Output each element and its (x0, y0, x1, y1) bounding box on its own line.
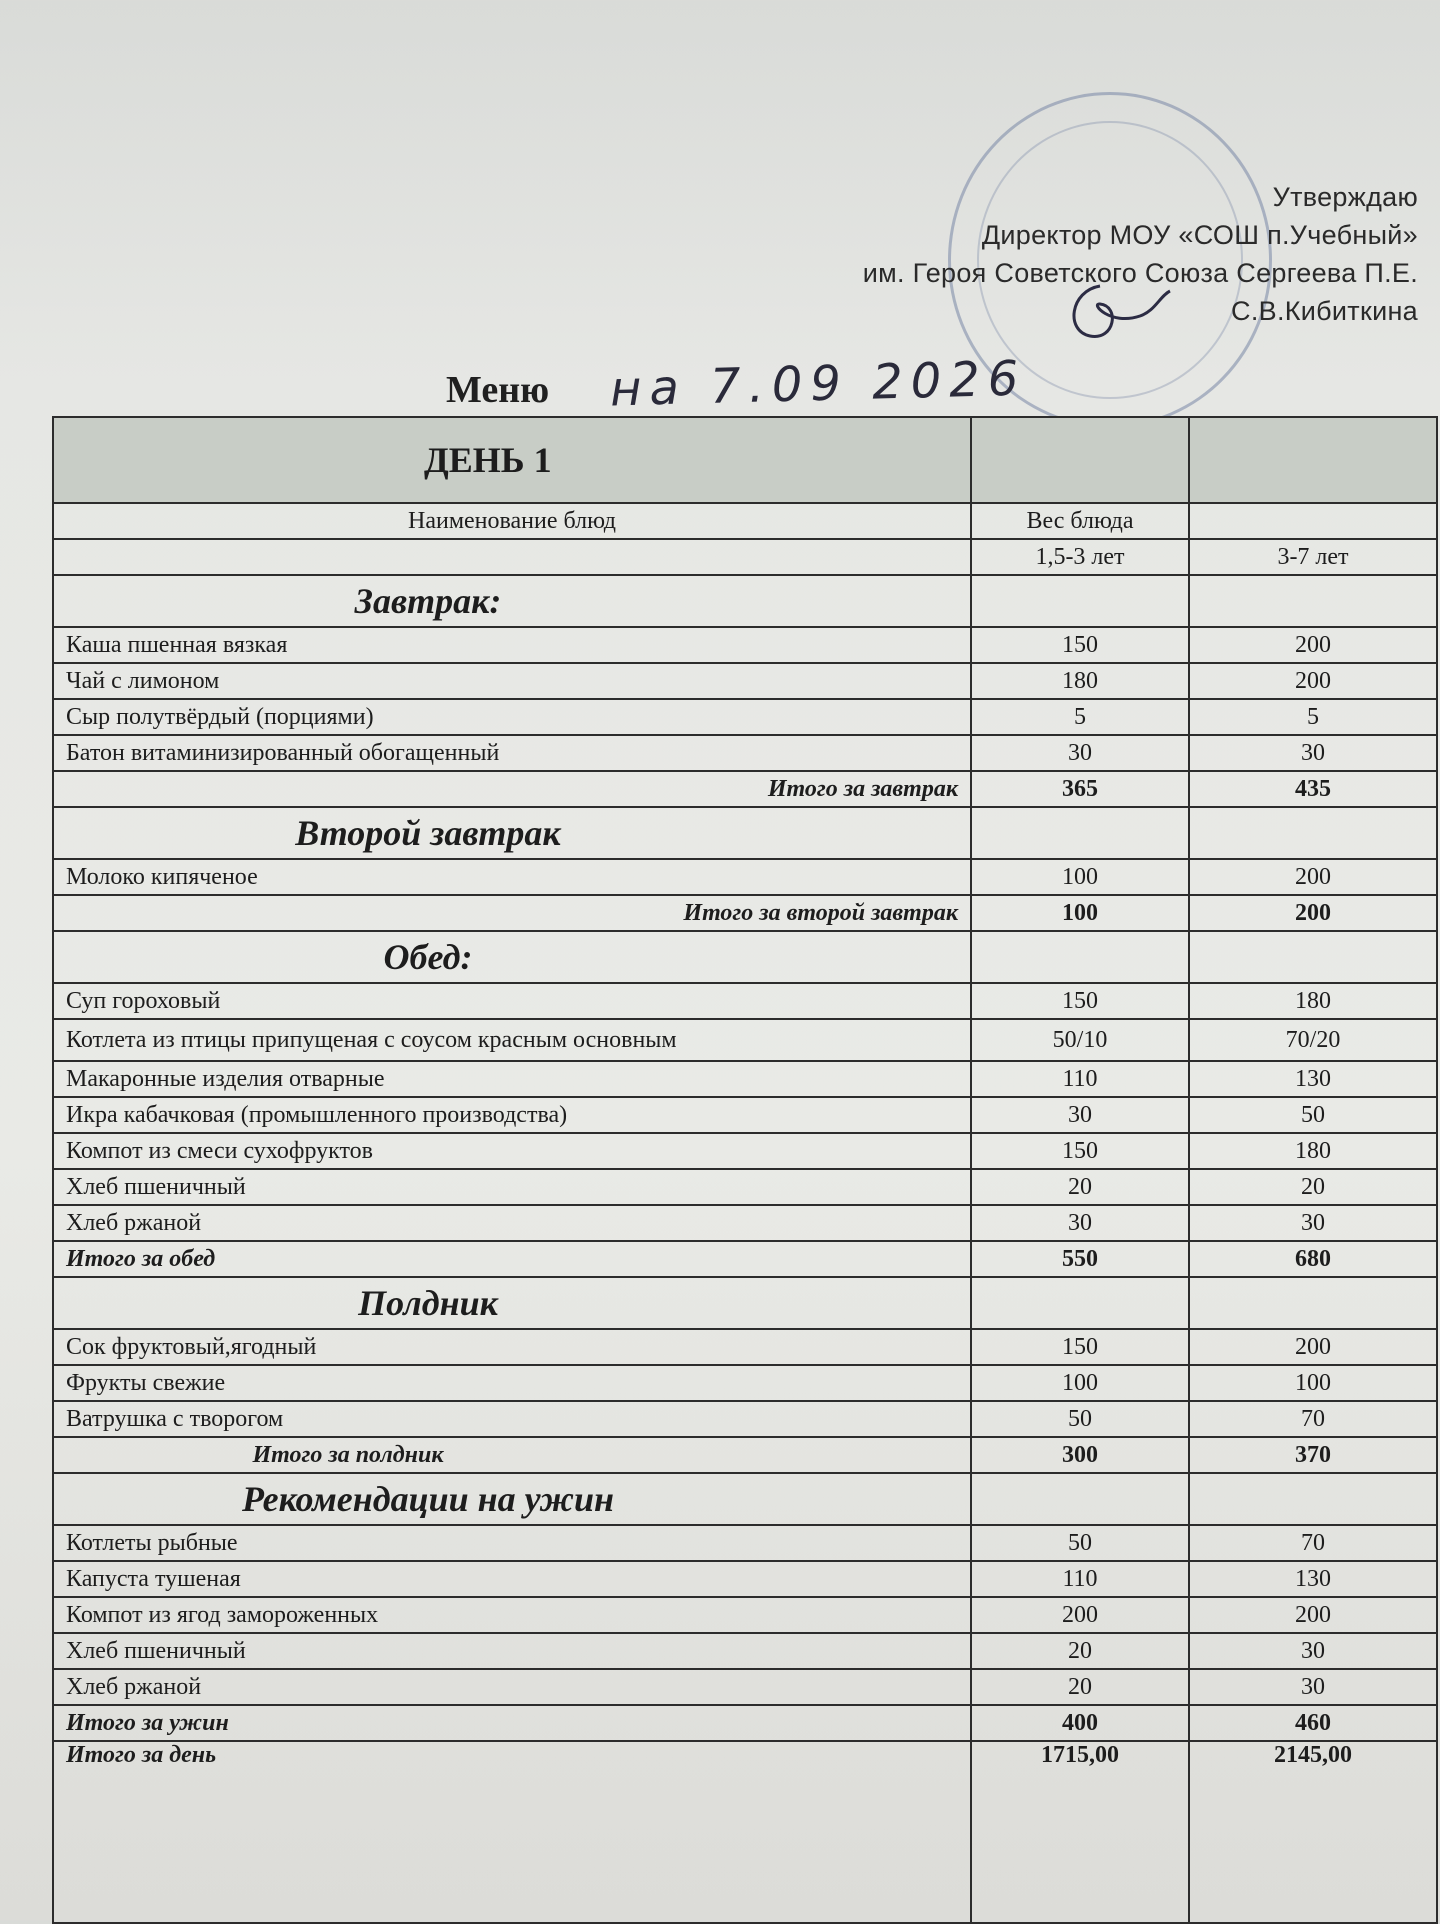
menu-table (52, 416, 1438, 1924)
empty-cell (971, 1473, 1189, 1525)
empty-cell (1189, 575, 1437, 627)
weight-age-2: 30 (1189, 1669, 1437, 1705)
weight-age-2: 70 (1189, 1525, 1437, 1561)
dish-name: Хлеб ржаной (53, 1205, 971, 1241)
total-label: Итого за завтрак (53, 771, 971, 807)
dish-name: Батон витаминизированный обогащенный (53, 735, 971, 771)
dish-row (53, 699, 1437, 735)
weight-age-1: 50 (971, 1525, 1189, 1561)
weight-age-1: 20 (971, 1669, 1189, 1705)
dish-row (53, 735, 1437, 771)
weight-age-2: 50 (1189, 1097, 1437, 1133)
weight-age-2: 200 (1189, 1597, 1437, 1633)
weight-age-1: 20 (971, 1633, 1189, 1669)
dish-row (53, 1329, 1437, 1365)
weight-age-2: 5 (1189, 699, 1437, 735)
section-title: Обед: (53, 931, 971, 983)
dish-row (53, 1597, 1437, 1633)
menu-title: Меню (446, 369, 550, 411)
dish-row (53, 1633, 1437, 1669)
weight-age-2: 200 (1189, 627, 1437, 663)
section-total-row (53, 1241, 1437, 1277)
empty-cell (971, 1277, 1189, 1329)
weight-age-1: 150 (971, 627, 1189, 663)
signature-mark (1060, 276, 1180, 346)
weight-age-2: 130 (1189, 1561, 1437, 1597)
approval-line-1: Утверждаю (1272, 182, 1418, 212)
day-total-age-2: 2145,00 (1189, 1741, 1437, 1923)
dish-name: Компот из смеси сухофруктов (53, 1133, 971, 1169)
total-label: Итого за полдник (53, 1437, 971, 1473)
approval-line-3: им. Героя Советского Союза Сергеева П.Е. (862, 258, 1418, 288)
empty-cell (971, 931, 1189, 983)
dish-name: Молоко кипяченое (53, 859, 971, 895)
weight-age-2: 30 (1189, 1633, 1437, 1669)
dish-name: Котлета из птицы припущеная с соусом красным основным (53, 1019, 971, 1061)
total-age-2: 370 (1189, 1437, 1437, 1473)
section-total-row (53, 895, 1437, 931)
weight-age-2: 70 (1189, 1401, 1437, 1437)
dish-name: Компот из ягод замороженных (53, 1597, 971, 1633)
dish-row (53, 1669, 1437, 1705)
section-title: Завтрак: (53, 575, 971, 627)
total-age-1: 550 (971, 1241, 1189, 1277)
dish-name: Каша пшенная вязкая (53, 627, 971, 663)
age-header-row (53, 539, 1437, 575)
total-label: Итого за ужин (53, 1705, 971, 1741)
weight-age-2: 130 (1189, 1061, 1437, 1097)
dish-name: Сыр полутвёрдый (порциями) (53, 699, 971, 735)
weight-age-2: 200 (1189, 859, 1437, 895)
total-age-1: 300 (971, 1437, 1189, 1473)
weight-age-1: 150 (971, 1133, 1189, 1169)
day-total-row (53, 1741, 1437, 1923)
dish-name: Ватрушка с творогом (53, 1401, 971, 1437)
weight-age-1: 100 (971, 1365, 1189, 1401)
day-total-age-1: 1715,00 (971, 1741, 1189, 1923)
section-title: Рекомендации на ужин (53, 1473, 971, 1525)
total-age-2: 460 (1189, 1705, 1437, 1741)
total-age-1: 400 (971, 1705, 1189, 1741)
weight-age-2: 200 (1189, 1329, 1437, 1365)
dish-name: Капуста тушеная (53, 1561, 971, 1597)
weight-age-2: 200 (1189, 663, 1437, 699)
dish-name: Макаронные изделия отварные (53, 1061, 971, 1097)
weight-age-2: 100 (1189, 1365, 1437, 1401)
dish-row (53, 1365, 1437, 1401)
dish-name: Хлеб пшеничный (53, 1169, 971, 1205)
empty-cell (1189, 807, 1437, 859)
approval-line-2: Директор МОУ «СОШ п.Учебный» (981, 220, 1418, 250)
empty-cell (1189, 1277, 1437, 1329)
weight-age-1: 20 (971, 1169, 1189, 1205)
approval-line-4: С.В.Кибиткина (1231, 296, 1418, 326)
dish-name: Фрукты свежие (53, 1365, 971, 1401)
dish-row (53, 1061, 1437, 1097)
empty-cell (1189, 931, 1437, 983)
day-title: ДЕНЬ 1 (53, 417, 971, 503)
dish-row (53, 627, 1437, 663)
handwritten-date: на 7.09 2026 (609, 350, 1028, 418)
dish-row (53, 1097, 1437, 1133)
dish-row (53, 1401, 1437, 1437)
dish-name: Суп гороховый (53, 983, 971, 1019)
total-age-1: 100 (971, 895, 1189, 931)
empty-cell (1189, 1473, 1437, 1525)
dish-name: Сок фруктовый,ягодный (53, 1329, 971, 1365)
weight-age-2: 30 (1189, 1205, 1437, 1241)
weight-age-2: 70/20 (1189, 1019, 1437, 1061)
dish-row (53, 1525, 1437, 1561)
column-header-row (53, 503, 1437, 539)
weight-age-1: 50 (971, 1401, 1189, 1437)
weight-age-1: 110 (971, 1561, 1189, 1597)
weight-age-1: 200 (971, 1597, 1189, 1633)
total-age-1: 365 (971, 771, 1189, 807)
section-header-row (53, 931, 1437, 983)
dish-row (53, 1019, 1437, 1061)
day-header-row (53, 417, 1437, 503)
section-header-row (53, 1277, 1437, 1329)
day-total-label: Итого за день (53, 1741, 971, 1923)
age-2-header: 3-7 лет (1189, 539, 1437, 575)
weight-age-1: 30 (971, 735, 1189, 771)
weight-age-2: 20 (1189, 1169, 1437, 1205)
weight-age-1: 150 (971, 1329, 1189, 1365)
dish-row (53, 1561, 1437, 1597)
weight-age-2: 180 (1189, 1133, 1437, 1169)
dish-name: Хлеб ржаной (53, 1669, 971, 1705)
section-title: Полдник (53, 1277, 971, 1329)
empty-cell (971, 575, 1189, 627)
dish-name: Икра кабачковая (промышленного производства) (53, 1097, 971, 1133)
weight-age-1: 110 (971, 1061, 1189, 1097)
total-age-2: 200 (1189, 895, 1437, 931)
empty-cell (971, 807, 1189, 859)
dish-row (53, 859, 1437, 895)
dish-name-header: Наименование блюд (53, 503, 971, 539)
section-title: Второй завтрак (53, 807, 971, 859)
dish-row (53, 1133, 1437, 1169)
section-total-row (53, 771, 1437, 807)
weight-age-2: 180 (1189, 983, 1437, 1019)
weight-age-1: 100 (971, 859, 1189, 895)
section-total-row (53, 1437, 1437, 1473)
section-total-row (53, 1705, 1437, 1741)
age-1-header: 1,5-3 лет (971, 539, 1189, 575)
dish-name: Котлеты рыбные (53, 1525, 971, 1561)
dish-row (53, 1205, 1437, 1241)
weight-age-2: 30 (1189, 735, 1437, 771)
weight-age-1: 5 (971, 699, 1189, 735)
dish-row (53, 1169, 1437, 1205)
total-age-2: 680 (1189, 1241, 1437, 1277)
section-header-row (53, 1473, 1437, 1525)
weight-age-1: 30 (971, 1205, 1189, 1241)
weight-age-1: 50/10 (971, 1019, 1189, 1061)
total-label: Итого за второй завтрак (53, 895, 971, 931)
dish-row (53, 663, 1437, 699)
dish-name: Хлеб пшеничный (53, 1633, 971, 1669)
dish-name: Чай с лимоном (53, 663, 971, 699)
weight-age-1: 30 (971, 1097, 1189, 1133)
weight-header: Вес блюда (971, 503, 1189, 539)
weight-age-1: 180 (971, 663, 1189, 699)
dish-row (53, 983, 1437, 1019)
total-label: Итого за обед (53, 1241, 971, 1277)
section-header-row (53, 575, 1437, 627)
total-age-2: 435 (1189, 771, 1437, 807)
section-header-row (53, 807, 1437, 859)
weight-age-1: 150 (971, 983, 1189, 1019)
